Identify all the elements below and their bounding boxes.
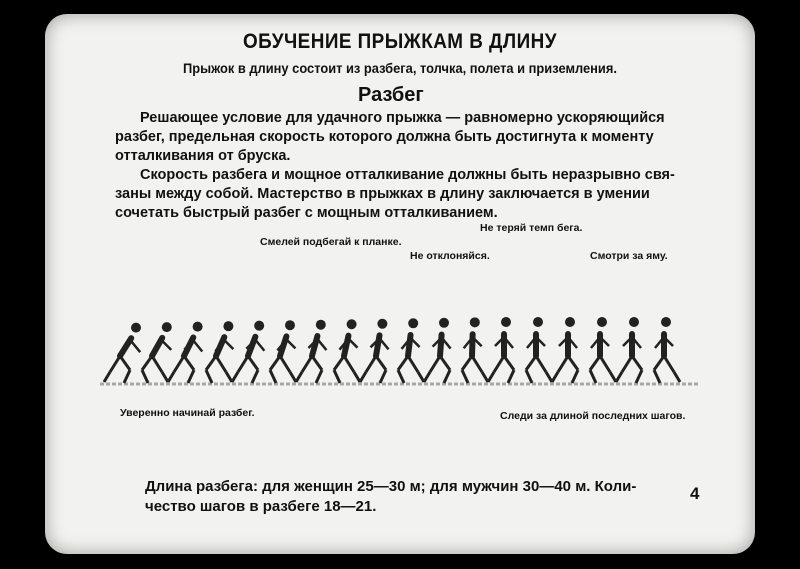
slide (45, 14, 755, 554)
runner-figure (206, 321, 233, 383)
runner-figure (142, 322, 172, 383)
runner-figure (616, 317, 642, 383)
paragraph-line: Решающее условие для удачного прыжка — равномерно ускоряющийся (140, 110, 665, 126)
runner-figure (296, 320, 326, 383)
footer-line: чество шагов в разбеге 18—21. (145, 498, 377, 515)
runners-sequence-illustration (100, 304, 700, 390)
runner-figure (654, 317, 680, 383)
paragraph-line: заны между собой. Мастерство в прыжках в длину заключается в умении (115, 186, 650, 202)
caption-last-steps: Следи за длиной последних шагов. (500, 410, 686, 422)
runner-figure (488, 317, 514, 383)
paragraph-line: отталкивания от бруска. (115, 148, 291, 164)
footer-line: Длина разбега: для женщин 25—30 м; для мужчин 30—40 м. Коли- (145, 478, 637, 495)
subtitle: Прыжок в длину состоит из разбега, толчка, полета и приземления. (183, 60, 617, 76)
paragraph-1 (115, 109, 715, 166)
page-number: 4 (690, 484, 700, 503)
runner-figure (424, 318, 451, 383)
caption-start-confidently: Уверенно начинай разбег. (120, 407, 255, 419)
runner-figure (462, 317, 488, 383)
paragraph-line: сочетать быстрый разбег с мощным отталкиванием. (115, 205, 498, 221)
runner-figure (270, 320, 296, 383)
runner-figure (334, 319, 360, 383)
page-title: ОБУЧЕНИЕ ПРЫЖКАМ В ДЛИНУ (243, 30, 557, 53)
runner-figure (398, 318, 424, 383)
caption-no-deviation: Не отклоняйся. (410, 250, 490, 262)
runner-figure (232, 321, 264, 383)
caption-watch-pit: Смотри за яму. (590, 250, 668, 262)
runner-figure (104, 323, 141, 383)
runner-figure (168, 322, 203, 383)
paragraph-line: разбег, предельная скорость которого должна быть достигнута к моменту (115, 129, 654, 145)
runner-figure (526, 317, 552, 383)
caption-keep-pace: Не теряй темп бега. (480, 222, 583, 234)
paragraph-line: Скорость разбега и мощное отталкивание должны быть неразрывно свя- (140, 167, 675, 183)
paragraph-2 (115, 166, 715, 223)
runner-figure (552, 317, 578, 383)
runner-figure (590, 317, 616, 383)
section-heading: Разбег (358, 84, 424, 106)
caption-approach-bar: Смелей подбегай к планке. (260, 236, 402, 248)
footer-text (145, 477, 636, 517)
runner-figure (360, 319, 389, 383)
